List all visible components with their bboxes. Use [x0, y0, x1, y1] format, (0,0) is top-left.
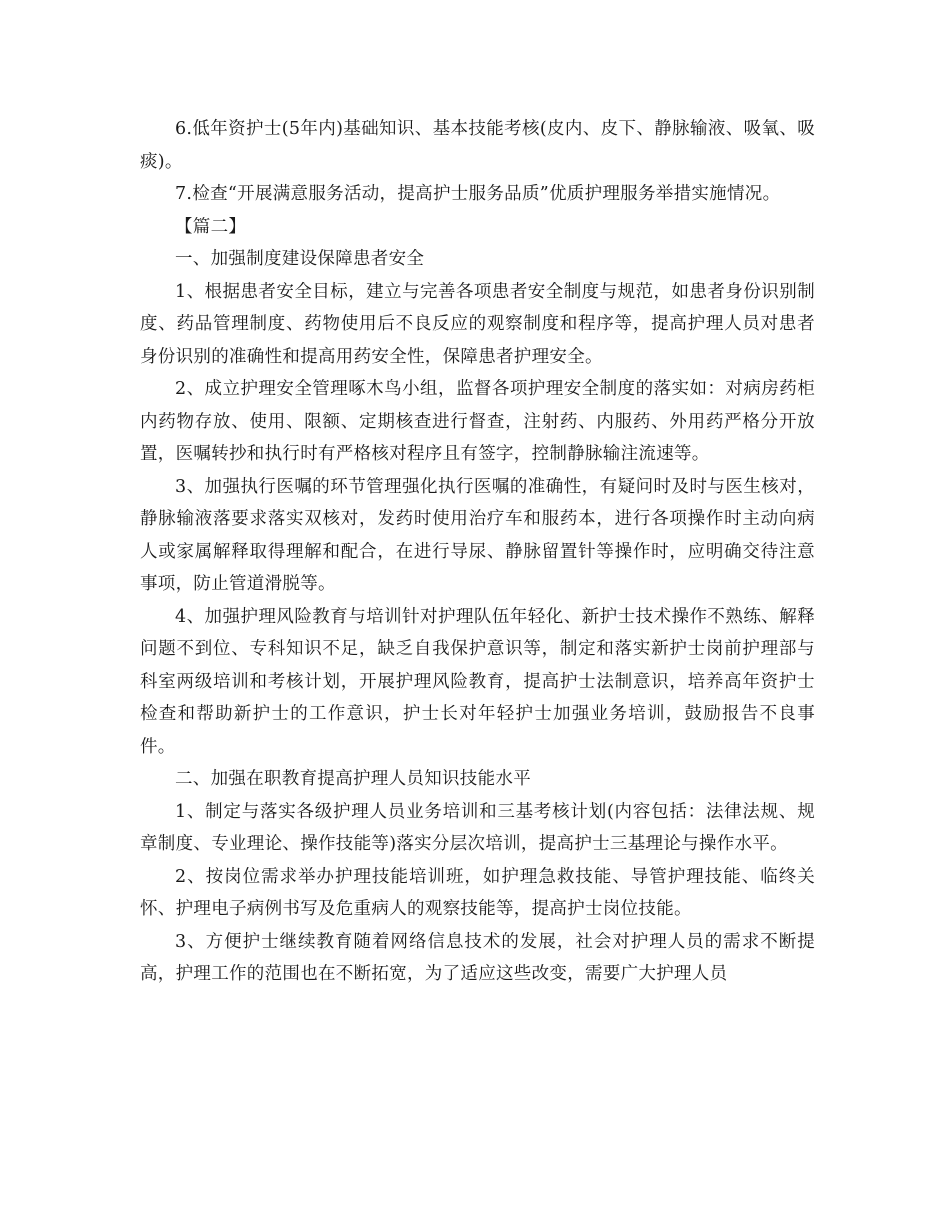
paragraph: 3、加强执行医嘱的环节管理强化执行医嘱的准确性，有疑问时及时与医生核对，静脉输液落要求落实双核对，发药时使用治疗车和服药本，进行各项操作时主动向病人或家属解释取得理解和配合，在进行导尿、静脉留置针等操作时，应明确交待注意事项，防止管道滑脱等。 — [140, 476, 815, 594]
paragraph: 1、制定与落实各级护理人员业务培训和三基考核计划(内容包括：法律法规、规章制度、专业理论、操作技能等)落实分层次培训，提高护士三基理论与操作水平。 — [140, 801, 815, 854]
section-heading: 【篇二】 — [175, 216, 247, 237]
paragraph: 6.低年资护士(5年内)基础知识、基本技能考核(皮内、皮下、静脉输液、吸氧、吸痰)。 — [140, 119, 815, 172]
paragraph: 1、根据患者安全目标，建立与完善各项患者安全制度与规范，如患者身份识别制度、药品管理制度、药物使用后不良反应的观察制度和程序等，提高护理人员对患者身份识别的准确性和提高用药安全性，保障患者护理安全。 — [140, 281, 815, 367]
paragraph: 2、成立护理安全管理啄木鸟小组，监督各项护理安全制度的落实如：对病房药柜内药物存放、使用、限额、定期核查进行督查，注射药、内服药、外用药严格分开放置，医嘱转抄和执行时有严格核对程序且有签字，控制静脉输注流速等。 — [140, 379, 815, 464]
paragraph: 7.检查“开展满意服务活动，提高护士服务品质”优质护理服务举措实施情况。 — [175, 184, 781, 204]
paragraph: 3、方便护士继续教育随着网络信息技术的发展，社会对护理人员的需求不断提高，护理工作的范围也在不断拓宽，为了适应这些改变，需要广大护理人员 — [140, 931, 815, 984]
paragraph: 2、按岗位需求举办护理技能培训班，如护理急救技能、导管护理技能、临终关怀、护理电子病例书写及危重病人的观察技能等，提高护士岗位技能。 — [140, 866, 815, 919]
section-title: 一、加强制度建设保障患者安全 — [175, 249, 425, 269]
paragraph: 4、加强护理风险教育与培训针对护理队伍年轻化、新护士技术操作不熟练、解释问题不到位、专科知识不足，缺乏自我保护意识等，制定和落实新护士岗前护理部与科室两级培训和考核计划，开展护理风险教育，提高护士法制意识，培养高年资护士检查和帮助新护士的工作意识，护士长对年轻护士加强业务培训，鼓励报告不良事件。 — [140, 606, 815, 757]
document-body — [140, 113, 815, 991]
section-title: 二、加强在职教育提高护理人员知识技能水平 — [175, 769, 531, 789]
